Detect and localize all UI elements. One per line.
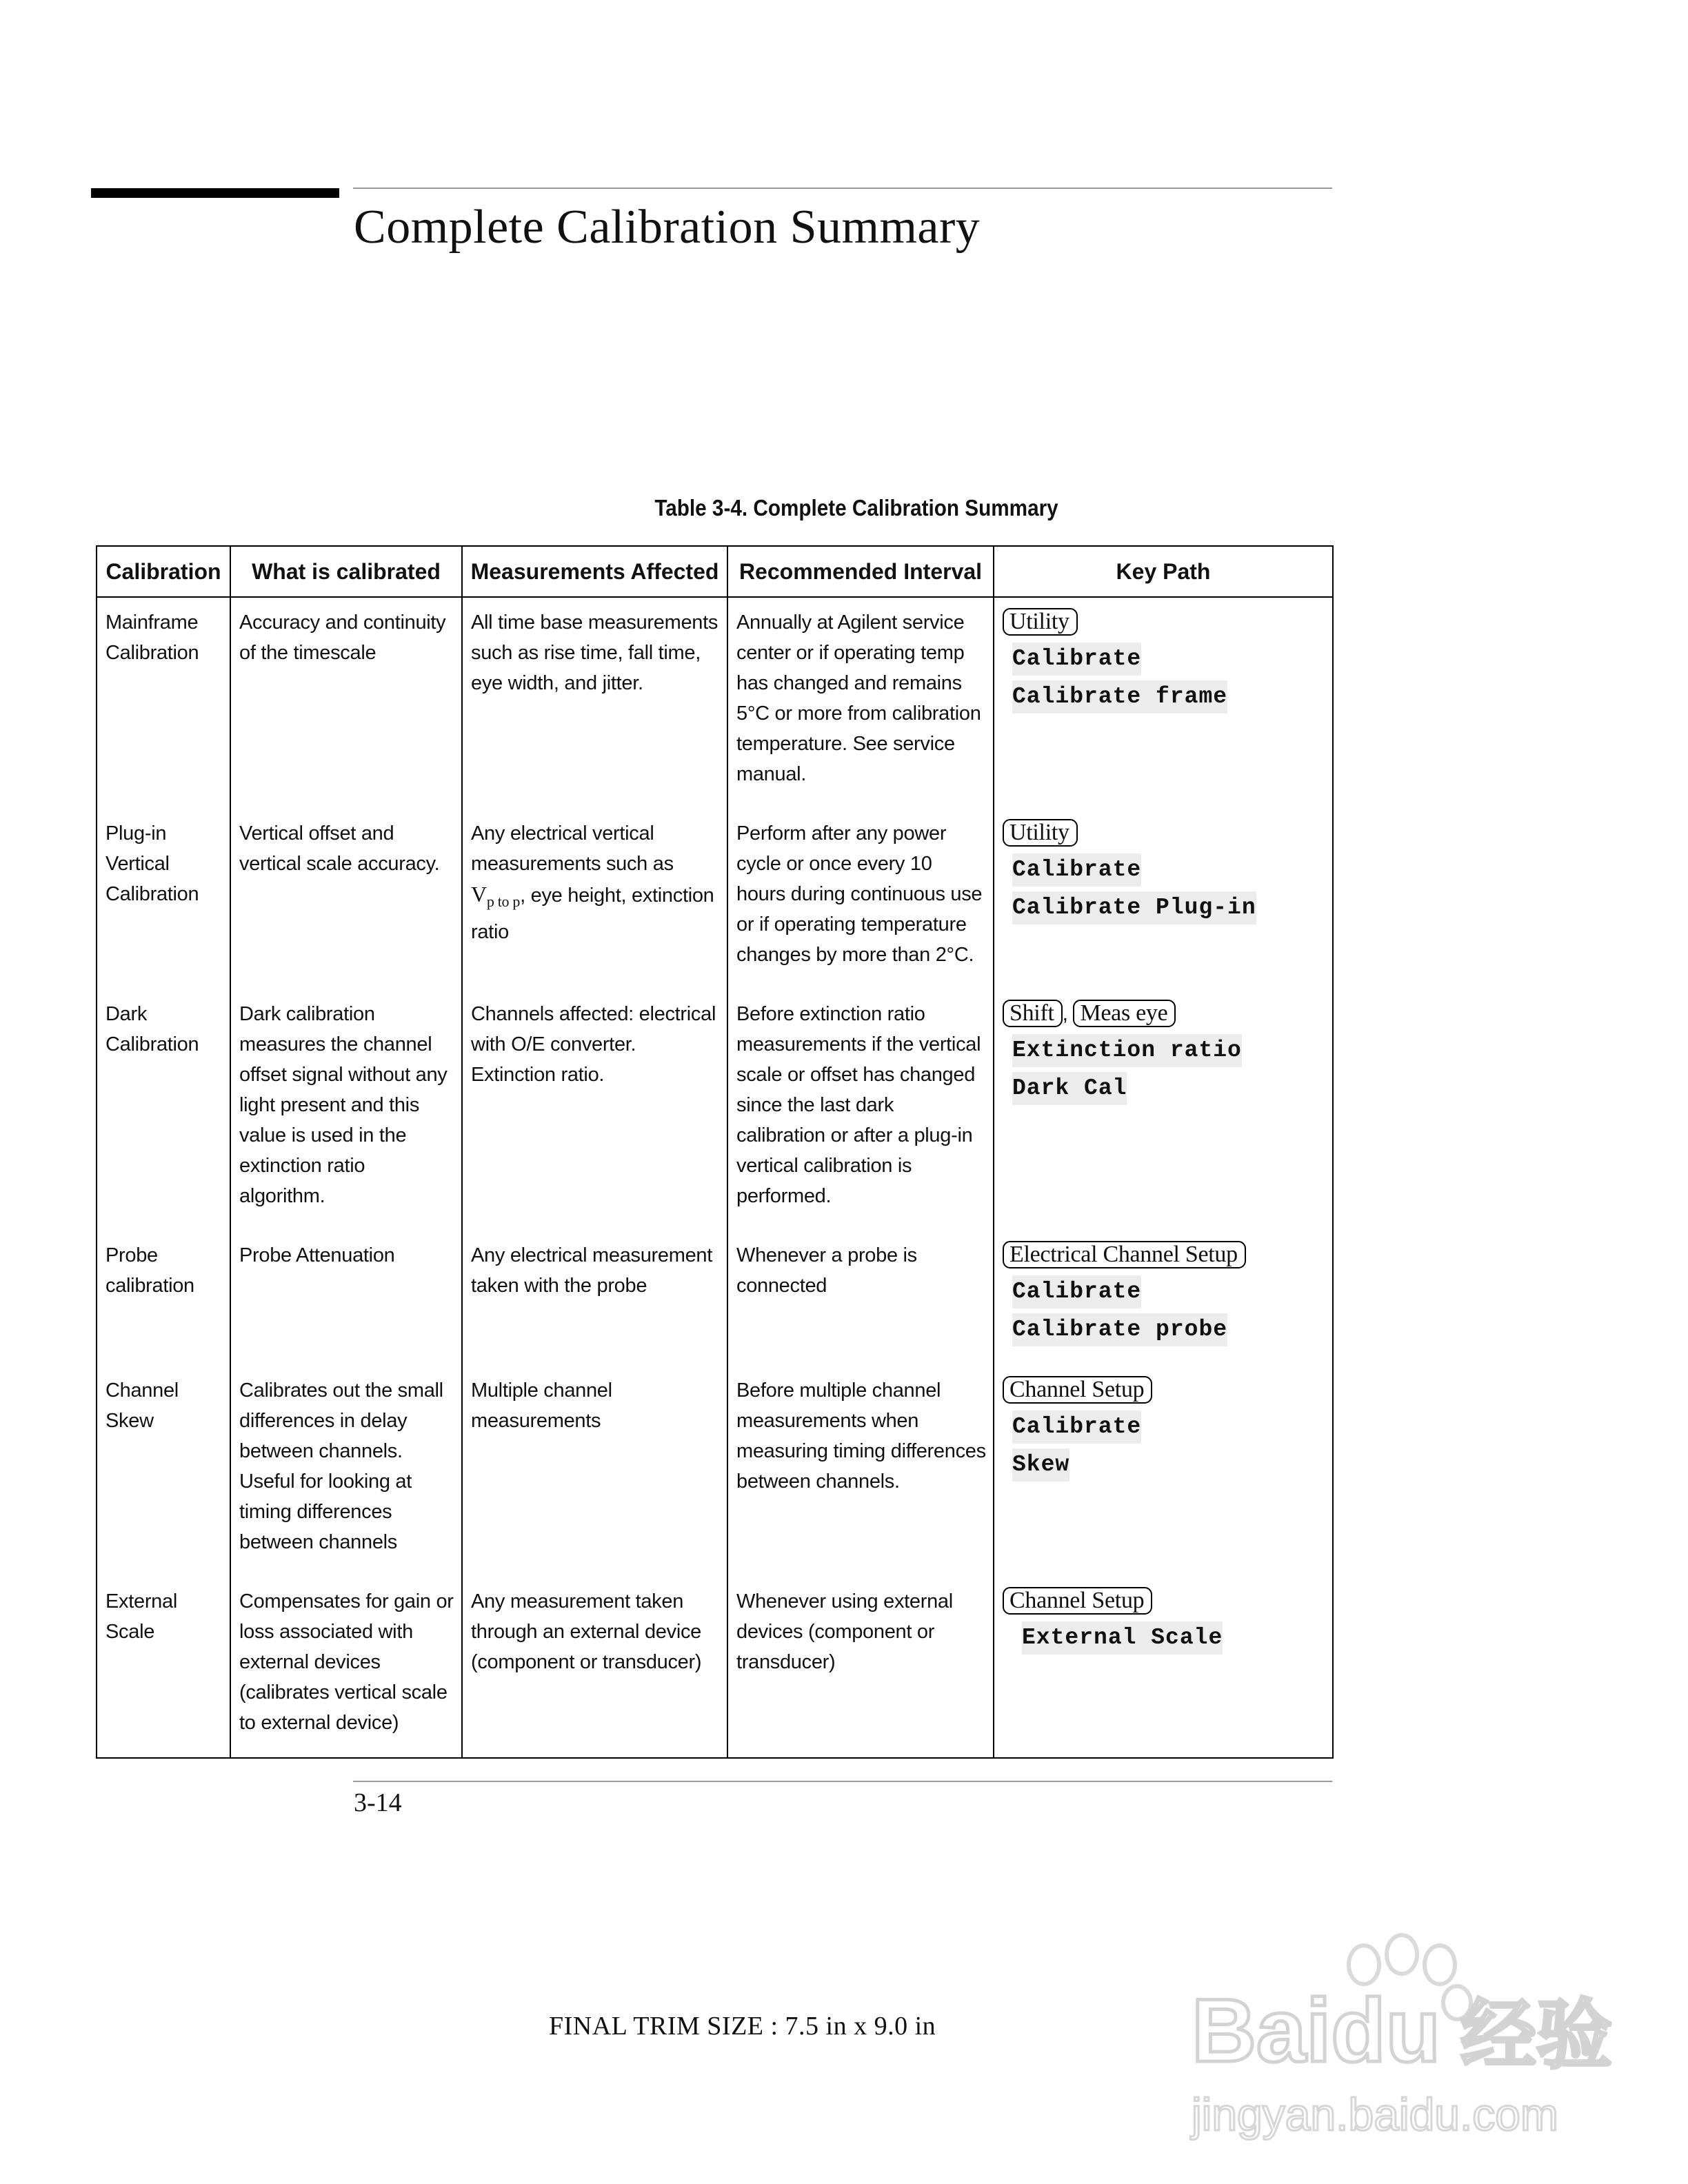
meas-eye-key[interactable]: Meas eye (1073, 1000, 1176, 1027)
baidu-jingyan-watermark (1164, 1923, 1647, 2151)
table-caption: Table 3-4. Complete Calibration Summary (654, 495, 1058, 520)
cell-what: Compensates for gain or loss associated with external devices (calibrates vertical scale to external device) (230, 1577, 462, 1758)
cell-calibration: Mainframe Calibration (97, 597, 230, 809)
cell-interval: Perform after any power cycle or once every 10 hours during continuous use or if operating temperature changes by more than 2°C. (727, 809, 994, 989)
header-measurements-affected: Measurements Affected (462, 546, 727, 597)
extinction-ratio-softkey[interactable]: Extinction ratio (1012, 1034, 1242, 1067)
cell-measurements: Any measurement taken through an external device (component or transducer) (462, 1577, 727, 1758)
calibrate-plug-in-softkey[interactable]: Calibrate Plug-in (1012, 891, 1256, 924)
page-number: 3-14 (354, 1788, 402, 1817)
watermark-url: jingyan.baidu.com (1192, 2089, 1558, 2140)
cell-measurements: Multiple channel measurements (462, 1366, 727, 1577)
calibrate-softkey[interactable]: Calibrate (1012, 1275, 1141, 1308)
header-rule (353, 188, 1332, 189)
calibrate-probe-softkey[interactable]: Calibrate probe (1012, 1313, 1227, 1346)
cell-what: Accuracy and continuity of the timescale (230, 597, 462, 809)
table-header-row (97, 546, 1333, 597)
cell-measurements: All time base measurements such as rise time, fall time, eye width, and jitter. (462, 597, 727, 809)
cell-interval: Before extinction ratio measurements if the vertical scale or offset has changed since the last dark calibration or after a plug-in vertical calibration is performed. (727, 989, 994, 1231)
channel-setup-key[interactable]: Channel Setup (1003, 1587, 1152, 1615)
calibrate-frame-softkey[interactable]: Calibrate frame (1012, 680, 1227, 714)
skew-softkey[interactable]: Skew (1012, 1448, 1069, 1482)
page-title: Complete Calibration Summary (354, 201, 981, 254)
calibrate-softkey[interactable]: Calibrate (1012, 643, 1141, 676)
measurements-text-post: , eye height, extinction ratio (471, 884, 714, 943)
vp-symbol: V (471, 882, 487, 907)
table-row (97, 1366, 1333, 1577)
cell-interval: Whenever a probe is connected (727, 1231, 994, 1366)
cell-measurements (462, 809, 727, 989)
cell-measurements: Channels affected: electrical with O/E converter. Extinction ratio. (462, 989, 727, 1231)
vp-subscript: p to p (486, 892, 521, 910)
table-row (97, 597, 1333, 809)
cell-calibration: Probe calibration (97, 1231, 230, 1366)
calibrate-softkey[interactable]: Calibrate (1012, 1410, 1141, 1444)
cell-key-path (994, 809, 1333, 989)
table-row (97, 989, 1333, 1231)
external-scale-softkey[interactable]: External Scale (1022, 1621, 1223, 1655)
cell-calibration: Channel Skew (97, 1366, 230, 1577)
measurements-text: Any electrical vertical measurements such as (471, 822, 674, 875)
watermark-cn: 经验 (1460, 1991, 1612, 2079)
cell-what: Probe Attenuation (230, 1231, 462, 1366)
dark-cal-softkey[interactable]: Dark Cal (1012, 1072, 1127, 1105)
header-bar (91, 188, 339, 198)
table-row (97, 809, 1333, 989)
calibration-summary-table (96, 545, 1334, 1759)
utility-key[interactable]: Utility (1003, 608, 1078, 636)
cell-what: Vertical offset and vertical scale accuracy. (230, 809, 462, 989)
cell-interval: Whenever using external devices (component or transducer) (727, 1577, 994, 1758)
cell-measurements: Any electrical measurement taken with the probe (462, 1231, 727, 1366)
cell-calibration: External Scale (97, 1577, 230, 1758)
header-calibration: Calibration (97, 546, 230, 597)
cell-key-path (994, 597, 1333, 809)
header-recommended-interval: Recommended Interval (727, 546, 994, 597)
cell-interval: Before multiple channel measurements when measuring timing differences between channels. (727, 1366, 994, 1577)
utility-key[interactable]: Utility (1003, 819, 1078, 847)
electrical-channel-setup-key[interactable]: Electrical Channel Setup (1003, 1241, 1246, 1268)
cell-key-path (994, 1366, 1333, 1577)
cell-what: Calibrates out the small differences in delay between channels. Useful for looking at timing differences between channels (230, 1366, 462, 1577)
calibrate-softkey[interactable]: Calibrate (1012, 853, 1141, 887)
watermark-brand: Baidu (1192, 1980, 1441, 2081)
header-what-is-calibrated: What is calibrated (230, 546, 462, 597)
shift-key[interactable]: Shift (1003, 1000, 1063, 1027)
footer-rule (353, 1781, 1332, 1782)
table-row (97, 1231, 1333, 1366)
cell-what: Dark calibration measures the channel offset signal without any light present and this value is used in the extinction ratio algorithm. (230, 989, 462, 1231)
cell-calibration: Plug-in Vertical Calibration (97, 809, 230, 989)
header-key-path: Key Path (994, 546, 1333, 597)
channel-setup-key[interactable]: Channel Setup (1003, 1376, 1152, 1404)
cell-calibration: Dark Calibration (97, 989, 230, 1231)
trim-size-note: FINAL TRIM SIZE : 7.5 in x 9.0 in (549, 2012, 936, 2041)
table-row (97, 1577, 1333, 1758)
cell-interval: Annually at Agilent service center or if operating temp has changed and remains 5°C or more from calibration temperature. See service manual. (727, 597, 994, 809)
cell-key-path (994, 989, 1333, 1231)
cell-key-path (994, 1577, 1333, 1758)
key-separator: , (1062, 1002, 1068, 1025)
cell-key-path (994, 1231, 1333, 1366)
